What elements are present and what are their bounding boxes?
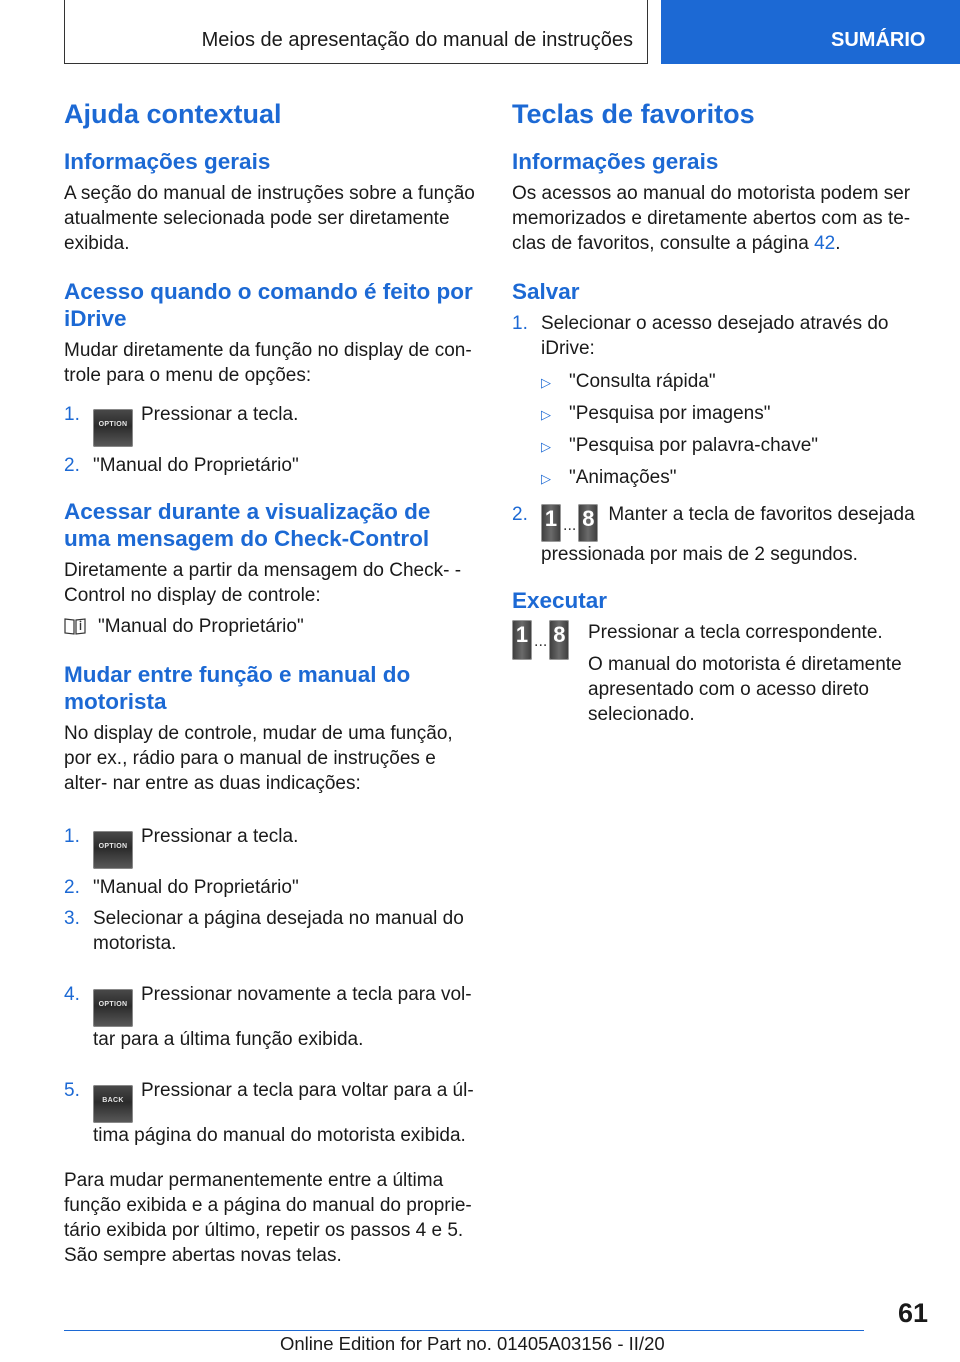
list-item	[64, 1078, 480, 1148]
execute-line-1: Pressionar a tecla correspondente.	[588, 621, 883, 643]
check-control-text: Diretamente a partir da mensagem do Check- -Control no display de controle:	[64, 559, 462, 606]
section-title-favorites: Teclas de favoritos	[512, 99, 755, 129]
save-steps	[512, 311, 928, 567]
step-text: Pressionar a tecla.	[141, 403, 299, 425]
footer-divider	[64, 1330, 864, 1331]
favorite-key-8-icon: 8	[549, 620, 569, 660]
list-item	[541, 465, 928, 490]
step-text: Selecionar o acesso desejado através do iDrive:	[541, 312, 889, 359]
switch-steps	[64, 824, 480, 1148]
option-text: "Consulta rápida"	[569, 370, 716, 392]
idrive-access-text: Mudar diretamente da função no display de con- trole para o menu de opções:	[64, 339, 472, 386]
list-item	[64, 453, 480, 478]
switch-text: No display de controle, mudar de uma função, por ex., rádio para o manual de instruções e alter- nar entre as duas indicações:	[64, 722, 453, 794]
toc-tab[interactable]: SUMÁRIO	[661, 0, 960, 64]
general-info-text: A seção do manual de instruções sobre a função atualmente selecionada pode ser diretamente exibida.	[64, 182, 475, 254]
step-number: 1.	[512, 312, 528, 334]
favorite-key-1-icon: 1	[541, 504, 561, 542]
list-item	[64, 875, 480, 900]
heading-check-control: Acessar durante a visualização de uma mensagem do Check-Control	[64, 498, 431, 551]
triangle-bullet-icon: ▷	[541, 406, 551, 422]
page-number: 61	[897, 1298, 928, 1328]
step-text: "Manual do Proprietário"	[93, 454, 299, 476]
favorite-key-8-icon: 8	[578, 504, 598, 542]
option-text: "Pesquisa por imagens"	[569, 402, 771, 424]
step-number: 3.	[64, 907, 80, 929]
list-item	[64, 906, 480, 956]
triangle-bullet-icon: ▷	[541, 374, 551, 390]
option-text: "Pesquisa por palavra-chave"	[569, 434, 819, 456]
favorites-general-body: Os acessos ao manual do motorista podem ser memorizados e diretamente abertos com as te- clas de favoritos, consulte a página	[512, 182, 911, 254]
list-item	[64, 824, 480, 869]
book-line	[64, 614, 480, 639]
header-box	[64, 0, 648, 64]
heading-execute: Executar	[512, 587, 608, 613]
list-item	[64, 982, 480, 1052]
list-item	[64, 402, 480, 447]
step-text: Pressionar a tecla.	[141, 825, 299, 847]
step-text: Manter a tecla de favoritos desejada pressionada por mais de 2 segundos.	[541, 503, 915, 565]
option-key-icon: OPTION	[93, 831, 133, 869]
back-key-icon: BACK	[93, 1085, 133, 1123]
ellipsis: ...	[534, 632, 548, 650]
option-text: "Animações"	[569, 466, 677, 488]
chapter-title: Meios de apresentação do manual de instruções	[201, 29, 633, 51]
list-item	[541, 369, 928, 394]
left-column	[64, 98, 480, 1290]
favorites-general-end: .	[835, 232, 841, 254]
step-number: 4.	[64, 983, 80, 1005]
closing-text: Para mudar permanentemente entre a última função exibida e a página do manual do proprie- tário exibida por último, repetir os passos 4 e 5. São sempre abertas novas telas.	[64, 1169, 472, 1266]
page-link-42[interactable]: 42	[814, 232, 836, 254]
step-text: Pressionar novamente a tecla para vol- tar para a última função exibida.	[93, 983, 472, 1050]
step-text: Pressionar a tecla para voltar para a úl- tima página do manual do motorista exibida.	[93, 1079, 474, 1146]
step-number: 1.	[64, 403, 80, 425]
heading-general-info: Informações gerais	[64, 148, 271, 174]
step-number: 2.	[512, 503, 528, 525]
step-number: 1.	[64, 825, 80, 847]
footer-edition: Online Edition for Part no. 01405A03156 - II/20	[280, 1333, 665, 1354]
option-key-icon: OPTION	[93, 989, 133, 1027]
heading-idrive-access: Acesso quando o comando é feito por iDrive	[64, 278, 473, 331]
triangle-bullet-icon: ▷	[541, 438, 551, 454]
book-icon	[64, 617, 86, 635]
step-text: Selecionar a página desejada no manual do motorista.	[93, 907, 464, 954]
heading-switch: Mudar entre função e manual do motorista	[64, 661, 411, 714]
ellipsis: ...	[563, 516, 577, 534]
heading-favorites-general: Informações gerais	[512, 148, 719, 174]
step-number: 2.	[64, 454, 80, 476]
idrive-steps	[64, 402, 480, 478]
list-item	[541, 433, 928, 458]
step-number: 5.	[64, 1079, 80, 1101]
list-item	[512, 502, 928, 567]
right-column	[512, 98, 928, 727]
option-key-icon: OPTION	[93, 409, 133, 447]
save-options	[541, 369, 928, 490]
list-item	[512, 311, 928, 490]
step-text: "Manual do Proprietário"	[93, 876, 299, 898]
section-title-contextual-help: Ajuda contextual	[64, 99, 282, 129]
favorite-key-1-icon: 1	[512, 620, 532, 660]
list-item	[541, 401, 928, 426]
execute-keys	[512, 620, 569, 660]
favorites-general-text	[512, 181, 928, 256]
execute-line-2: O manual do motorista é diretamente apresentado com o acesso direto selecionado.	[588, 653, 902, 725]
book-line-text: "Manual do Proprietário"	[98, 615, 304, 637]
heading-save: Salvar	[512, 278, 580, 304]
step-number: 2.	[64, 876, 80, 898]
execute-block	[512, 620, 928, 727]
triangle-bullet-icon: ▷	[541, 470, 551, 486]
